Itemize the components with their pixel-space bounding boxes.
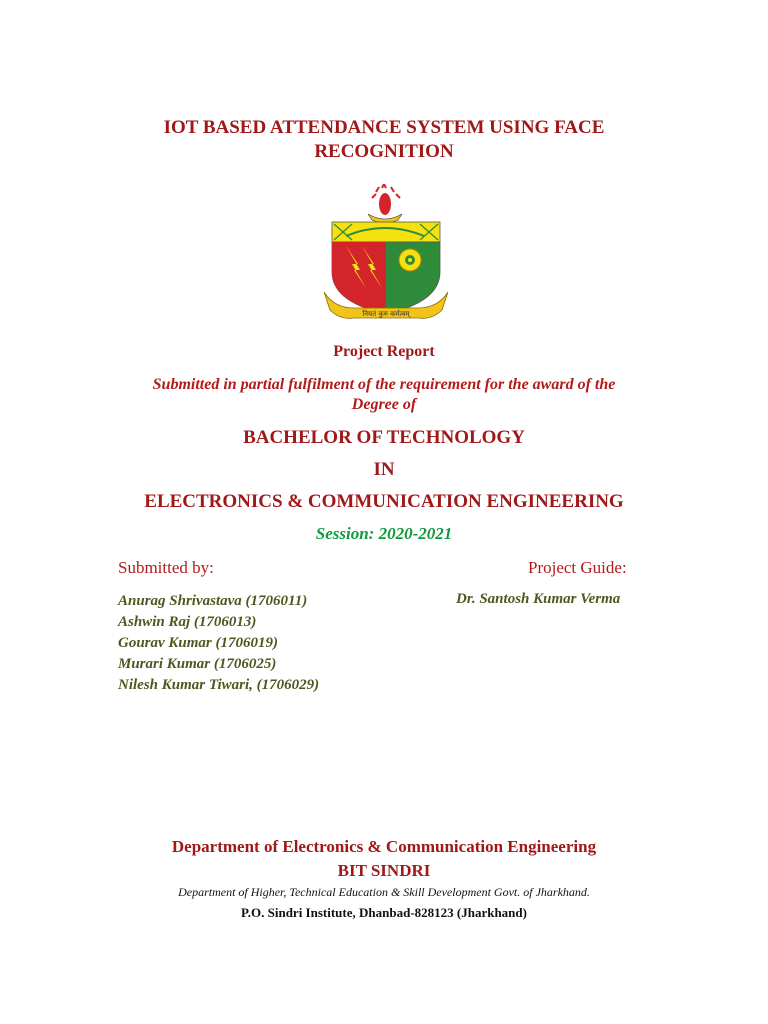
college-crest	[324, 184, 448, 324]
submission-line-2: Degree of	[351, 396, 417, 413]
list-item: Nilesh Kumar Tiwari, (1706029)	[118, 677, 320, 693]
guide-name: Dr. Santosh Kumar Verma	[456, 591, 621, 607]
institute-name: BIT SINDRI	[337, 861, 431, 880]
project-report-label: Project Report	[333, 343, 435, 360]
project-guide-label: Project Guide:	[528, 558, 627, 577]
report-title	[0, 116, 768, 164]
govt-department-line: Department of Higher, Technical Education & Skill Development Govt. of Jharkhand.	[178, 885, 590, 899]
list-item: Anurag Shrivastava (1706011)	[118, 593, 308, 609]
motto-text: नियतं कुरु कर्मत्वम्	[362, 310, 410, 318]
title-line-1: IOT BASED ATTENDANCE SYSTEM USING FACE	[163, 117, 605, 138]
department-name: Department of Electronics & Communication Engineering	[171, 837, 597, 856]
flame-icon	[372, 184, 400, 215]
session-label: Session: 2020-2021	[315, 524, 453, 543]
list-item: Gourav Kumar (1706019)	[118, 635, 279, 651]
list-item: Murari Kumar (1706025)	[118, 656, 277, 672]
submission-line-1: Submitted in partial fulfilment of the requirement for the award of the	[152, 376, 616, 393]
list-item: Ashwin Raj (1706013)	[118, 614, 257, 630]
college-crest-icon	[324, 184, 448, 324]
submission-statement	[0, 375, 768, 415]
submitted-by-label: Submitted by:	[118, 558, 214, 577]
student-list	[118, 591, 319, 696]
in-word: IN	[373, 459, 395, 480]
title-line-2: RECOGNITION	[314, 141, 454, 162]
degree-name: BACHELOR OF TECHNOLOGY	[243, 427, 525, 448]
gear-icon	[399, 249, 421, 271]
address-line: P.O. Sindri Institute, Dhanbad-828123 (Jharkhand)	[241, 905, 527, 920]
branch-name: ELECTRONICS & COMMUNICATION ENGINEERING	[144, 491, 624, 512]
